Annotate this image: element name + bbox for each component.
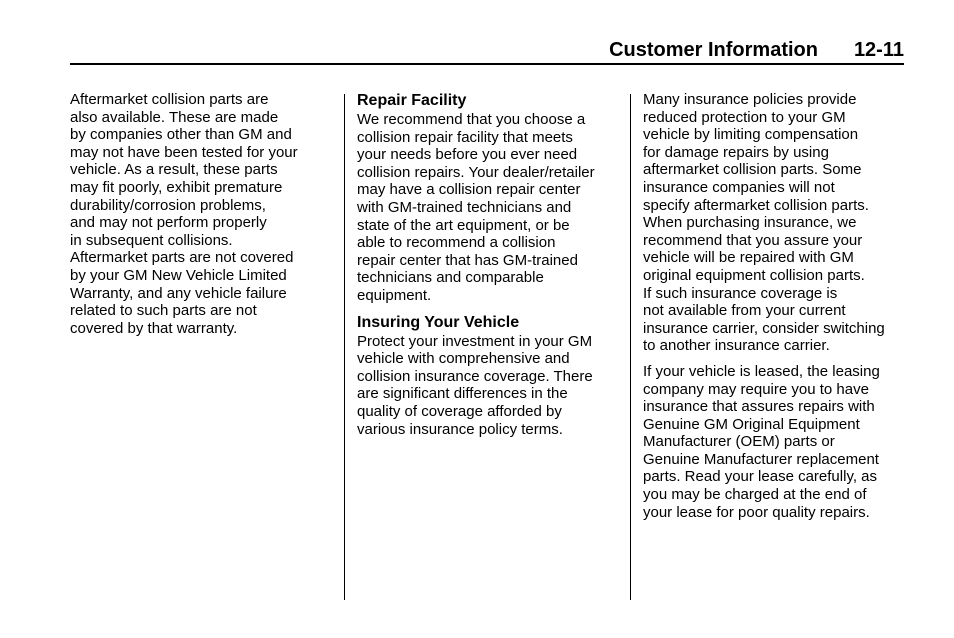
text-line: in subsequent collisions. [70, 231, 233, 249]
text-line: Many insurance policies provide [643, 91, 857, 108]
text-line: related to such parts are not [70, 302, 257, 320]
text-line: aftermarket collision parts. Some [643, 161, 862, 179]
text-line: collision repairs. Your dealer/retailer [357, 163, 595, 181]
text-line: vehicle with comprehensive and [357, 350, 570, 368]
text-line: insurance companies will not [643, 178, 835, 196]
text-line: Manufacturer (OEM) parts or [643, 433, 835, 451]
text-line: equipment. [357, 286, 432, 304]
text-line: your lease for poor quality repairs. [643, 503, 870, 521]
text-line: original equipment collision parts. [643, 266, 865, 284]
text-line: not available from your current [643, 302, 846, 320]
column-3 [643, 91, 913, 521]
text-line: vehicle. As a result, these parts [70, 161, 278, 179]
text-line: are significant differences in the [357, 385, 568, 403]
text-line: quality of coverage afforded by [357, 402, 562, 420]
text-line: parts. Read your lease carefully, as [643, 468, 878, 486]
text-line: When purchasing insurance, we [643, 214, 857, 232]
text-line: various insurance policy terms. [357, 420, 563, 438]
text-line: by companies other than GM and [70, 126, 292, 144]
text-line: may fit poorly, exhibit premature [70, 178, 283, 196]
text-line: repair center that has GM-trained [357, 251, 578, 269]
repair-facility-paragraph [357, 111, 622, 305]
insurance-policies-paragraph [643, 91, 913, 355]
aftermarket-parts-paragraph [70, 91, 332, 337]
column-2 [357, 91, 622, 438]
column-divider-1 [344, 94, 345, 600]
leased-vehicle-paragraph [643, 363, 913, 521]
text-line: durability/corrosion problems, [70, 196, 266, 214]
text-line: may not have been tested for your [70, 143, 298, 161]
text-line: We recommend that you choose a [357, 111, 586, 128]
text-line: state of the art equipment, or be [357, 216, 570, 234]
text-line: also available. These are made [70, 108, 279, 126]
text-line: vehicle will be repaired with GM [643, 249, 854, 267]
text-line: for damage repairs by using [643, 143, 829, 161]
text-line: able to recommend a collision [357, 234, 556, 252]
text-line: collision insurance coverage. There [357, 367, 593, 385]
text-line: you may be charged at the end of [643, 486, 867, 504]
text-line: Protect your investment in your GM [357, 332, 593, 350]
text-line: by your GM New Vehicle Limited [70, 266, 287, 284]
text-line: reduced protection to your GM [643, 108, 846, 126]
text-line: company may require you to have [643, 380, 869, 398]
column-divider-2 [630, 94, 631, 600]
text-line: with GM-trained technicians and [357, 198, 572, 216]
repair-facility-heading: Repair Facility [357, 92, 467, 109]
section-title: Customer Information [609, 39, 818, 61]
page-number: 12-11 [853, 39, 904, 61]
text-line: covered by that warranty. [70, 319, 238, 337]
page-header [70, 38, 904, 65]
text-line: If such insurance coverage is [643, 284, 838, 302]
text-line: Aftermarket collision parts are [70, 91, 269, 108]
text-line: and may not perform properly [70, 214, 267, 232]
text-line: to another insurance carrier. [643, 337, 830, 355]
text-line: technicians and comparable [357, 269, 544, 287]
text-line: Aftermarket parts are not covered [70, 249, 294, 267]
insuring-vehicle-paragraph [357, 333, 622, 439]
text-line: your needs before you ever need [357, 146, 578, 164]
text-line: Genuine GM Original Equipment [643, 415, 860, 433]
text-line: If your vehicle is leased, the leasing [643, 362, 880, 380]
insuring-vehicle-heading: Insuring Your Vehicle [357, 313, 520, 331]
text-line: recommend that you assure your [643, 231, 863, 249]
text-line: specify aftermarket collision parts. [643, 196, 869, 214]
text-line: may have a collision repair center [357, 181, 581, 199]
column-1 [70, 91, 332, 337]
text-line: vehicle by limiting compensation [643, 126, 859, 144]
text-line: insurance carrier, consider switching [643, 319, 885, 337]
text-line: Genuine Manufacturer replacement [643, 450, 879, 468]
text-line: insurance that assures repairs with [643, 398, 875, 416]
text-line: collision repair facility that meets [357, 128, 573, 146]
text-line: Warranty, and any vehicle failure [70, 284, 287, 302]
